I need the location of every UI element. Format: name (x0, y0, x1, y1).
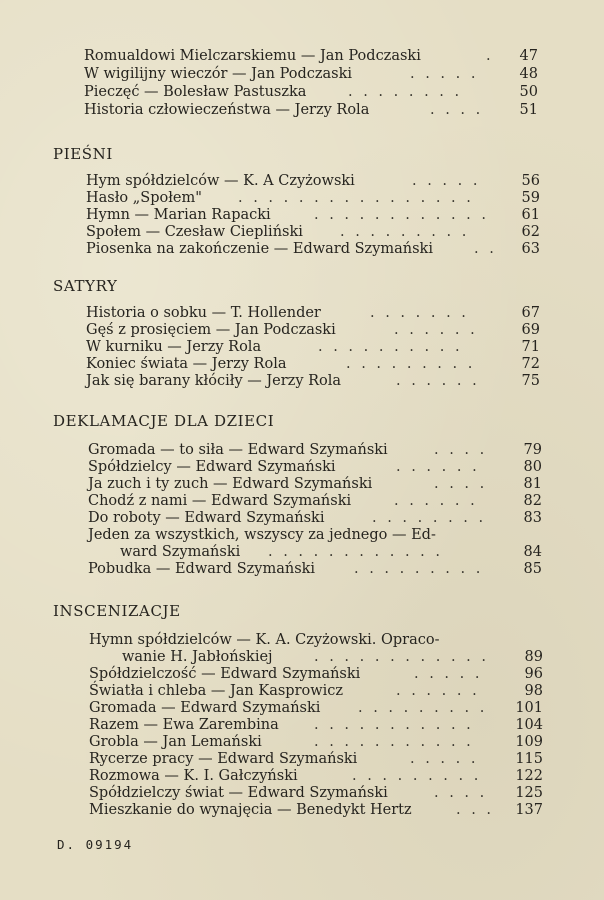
entry-page-number: 50 (519, 84, 538, 100)
entry-page-number: 62 (521, 224, 540, 240)
entry-page-number: 137 (515, 802, 543, 818)
entry-leader-dots: . . . . . . (396, 683, 480, 699)
entry-leader-dots: . . . . . . . . . (340, 224, 470, 240)
entry-title: Jak się barany kłóciły — Jerzy Rola (86, 373, 342, 389)
toc-entry (0, 83, 604, 102)
entry-page-number: 51 (519, 102, 538, 118)
entry-title: Społem — Czesław Ciepliński (86, 224, 303, 240)
entry-title: Światła i chleba — Jan Kasprowicz (89, 683, 344, 699)
entry-title: Grobla — Jan Lemański (89, 734, 262, 750)
section-heading: SATYRY (53, 277, 118, 295)
entry-page-number: 98 (524, 683, 543, 699)
entry-title: Gromada — to siła — Edward Szymański (88, 442, 388, 458)
entry-page-number: 81 (523, 476, 542, 492)
toc-entry (0, 372, 604, 391)
entry-leader-dots: . . . . . . . . . . . . (268, 544, 444, 560)
entry-leader-dots: . . . . . (410, 751, 479, 767)
entry-leader-dots: . . . . . . . . . . . (314, 717, 474, 733)
entry-page-number: 47 (519, 48, 538, 64)
toc-entry (0, 47, 604, 66)
entry-leader-dots: . . . . . . . . . . . . (314, 649, 490, 665)
entry-page-number: 101 (515, 700, 543, 716)
entry-page-number: 125 (515, 785, 543, 801)
toc-entry (0, 101, 604, 120)
entry-leader-dots: . . . . . . . . . . . . . . . . (238, 190, 474, 206)
entry-page-number: 80 (523, 459, 542, 475)
entry-leader-dots: . . . . . . . . . (346, 356, 476, 372)
entry-leader-dots: . . . . . (412, 173, 481, 189)
entry-page-number: 56 (521, 173, 540, 189)
toc-entry (0, 240, 604, 259)
entry-title: Spółdzielczość — Edward Szymański (89, 666, 361, 682)
entry-title: Gęś z prosięciem — Jan Podczaski (86, 322, 336, 338)
entry-title: Spółdzielcy — Edward Szymański (88, 459, 336, 475)
entry-title: Pobudka — Edward Szymański (88, 561, 316, 577)
entry-page-number: 84 (523, 544, 542, 560)
entry-leader-dots: . . . . . . . . . . (318, 339, 463, 355)
entry-leader-dots: . . . . . (414, 666, 483, 682)
entry-leader-dots: . . . . . . . (370, 305, 469, 321)
entry-leader-dots: . . . . . (410, 66, 479, 82)
entry-page-number: 63 (521, 241, 540, 257)
entry-page-number: 61 (521, 207, 540, 223)
entry-page-number: 115 (515, 751, 543, 767)
entry-title: W wigilijny wieczór — Jan Podczaski (84, 66, 353, 82)
entry-leader-dots: . . . . (434, 785, 488, 801)
entry-leader-dots: . . . . . . (394, 322, 478, 338)
entry-leader-dots: . . . . . . . . . (352, 768, 482, 784)
entry-title: Do roboty — Edward Szymański (88, 510, 325, 526)
entry-leader-dots: . . . . . . . . . . . . (314, 207, 490, 223)
toc-entry (0, 65, 604, 84)
section-heading: INSCENIZACJE (53, 602, 181, 620)
entry-title: Mieszkanie do wynajęcia — Benedykt Hertz (89, 802, 412, 818)
entry-page-number: 69 (521, 322, 540, 338)
entry-title: wanie H. Jabłońskiej (122, 649, 273, 665)
entry-title: Hymn spółdzielców — K. A. Czyżowski. Opraco- (89, 632, 440, 648)
entry-leader-dots: . . . (456, 802, 495, 818)
entry-title: Hym spółdzielców — K. A Czyżowski (86, 173, 355, 189)
entry-page-number: 75 (521, 373, 540, 389)
entry-page-number: 109 (515, 734, 543, 750)
entry-title: Rozmowa — K. I. Gałczyński (89, 768, 298, 784)
entry-page-number: 79 (523, 442, 542, 458)
toc-entry (0, 560, 604, 579)
entry-title: Romualdowi Mielczarskiemu — Jan Podczaski (84, 48, 421, 64)
entry-leader-dots: . . . . (430, 102, 484, 118)
entry-title: Jeden za wszystkich, wszyscy za jednego — Ed- (88, 527, 436, 543)
entry-page-number: 48 (519, 66, 538, 82)
entry-title: Ja zuch i ty zuch — Edward Szymański (88, 476, 373, 492)
entry-title: Piosenka na zakończenie — Edward Szymański (86, 241, 433, 257)
entry-leader-dots: . . . . . . . . . . . (314, 734, 474, 750)
entry-page-number: 59 (521, 190, 540, 206)
entry-title: Hasło „Społem" (86, 190, 202, 206)
entry-page-number: 83 (523, 510, 542, 526)
entry-title: W kurniku — Jerzy Rola (86, 339, 262, 355)
entry-title: Historia o sobku — T. Hollender (86, 305, 321, 321)
entry-title: Rycerze pracy — Edward Szymański (89, 751, 358, 767)
section-heading: PIEŚNI (53, 145, 113, 163)
entry-title: Hymn — Marian Rapacki (86, 207, 271, 223)
entry-title: Gromada — Edward Szymański (89, 700, 321, 716)
entry-leader-dots: . . . . . . (394, 493, 478, 509)
entry-leader-dots: . . . . . . . . . (358, 700, 488, 716)
entry-leader-dots: . . . . . . . . (372, 510, 487, 526)
entry-page-number: 104 (515, 717, 543, 733)
entry-page-number: 71 (521, 339, 540, 355)
entry-leader-dots: . . . . . . . . . (354, 561, 484, 577)
entry-leader-dots: . . . . . . . . (348, 84, 463, 100)
entry-leader-dots: . . . . (434, 442, 488, 458)
entry-title: Koniec świata — Jerzy Rola (86, 356, 287, 372)
entry-page-number: 72 (521, 356, 540, 372)
entry-title: Spółdzielczy świat — Edward Szymański (89, 785, 388, 801)
entry-title: Razem — Ewa Zarembina (89, 717, 279, 733)
entry-leader-dots: . (486, 48, 494, 64)
print-code: D. 09194 (57, 837, 134, 852)
entry-title: Chodź z nami — Edward Szymański (88, 493, 352, 509)
entry-page-number: 82 (523, 493, 542, 509)
section-heading: DEKLAMACJE DLA DZIECI (53, 412, 275, 430)
entry-leader-dots: . . . . . . (396, 459, 480, 475)
entry-title: ward Szymański (120, 544, 241, 560)
entry-page-number: 85 (523, 561, 542, 577)
entry-page-number: 67 (521, 305, 540, 321)
entry-page-number: 96 (524, 666, 543, 682)
entry-page-number: 89 (524, 649, 543, 665)
entry-page-number: 122 (515, 768, 543, 784)
entry-title: Pieczęć — Bolesław Pastuszka (84, 84, 307, 100)
entry-leader-dots: . . (474, 241, 497, 257)
entry-title: Historia człowieczeństwa — Jerzy Rola (84, 102, 370, 118)
entry-leader-dots: . . . . (434, 476, 488, 492)
toc-entry (0, 801, 604, 820)
entry-leader-dots: . . . . . . (396, 373, 480, 389)
